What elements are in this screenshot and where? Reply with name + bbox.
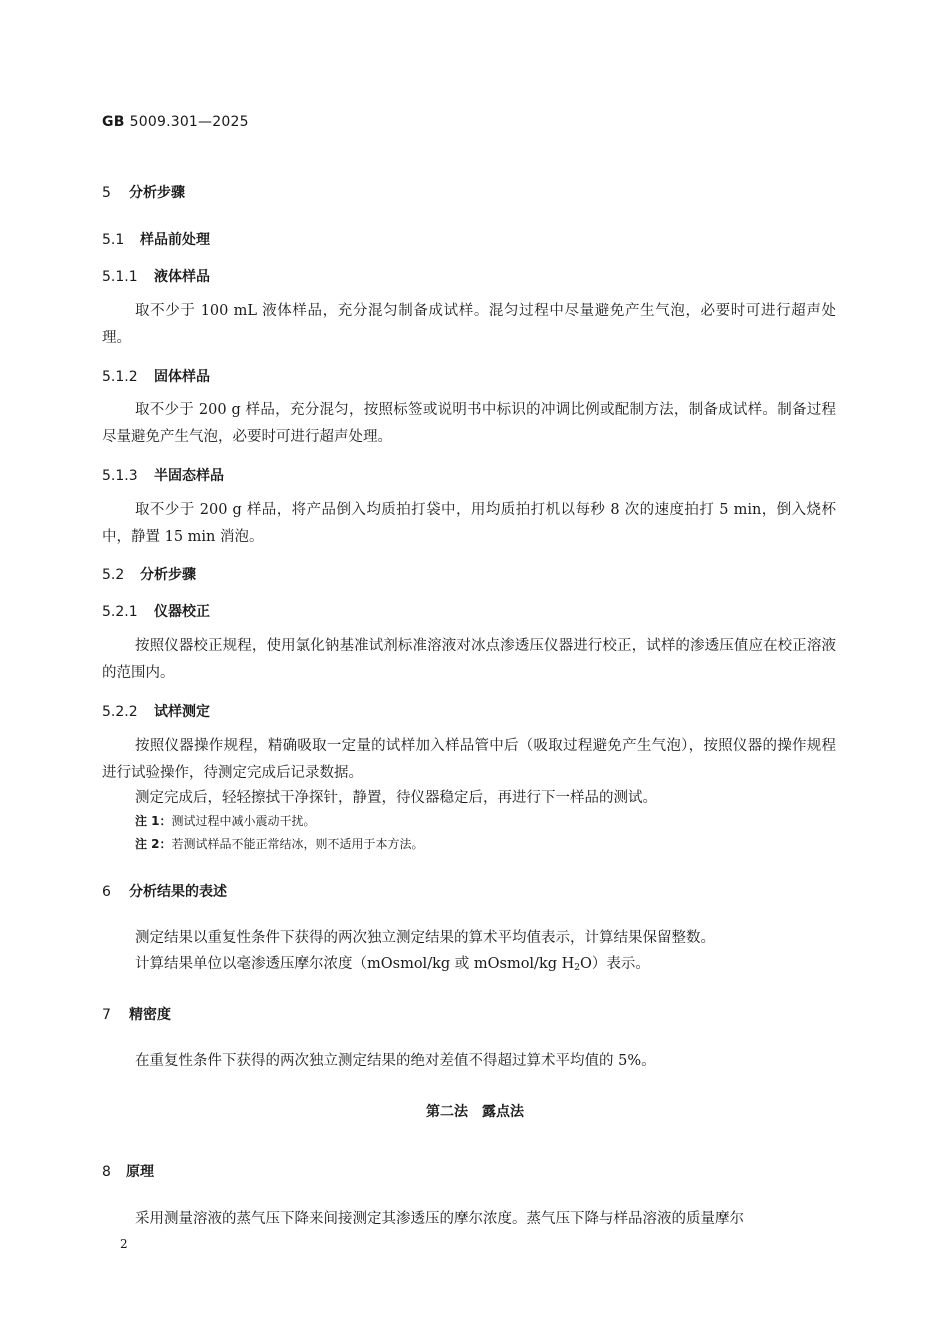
heading-title: 仪器校正 — [154, 604, 210, 620]
page-number: 2 — [120, 1237, 128, 1251]
heading-5-2-1 — [102, 601, 210, 621]
paragraph-5-1-3: 取不少于 200 g 样品，将产品倒入均质拍打袋中，用均质拍打机以每秒 8 次的速度拍打 5 min，倒入烧杯中，静置 15 min 消泡。 — [102, 502, 836, 545]
paragraph-7: 在重复性条件下获得的两次独立测定结果的绝对差值不得超过算术平均值的 5%。 — [135, 1053, 656, 1069]
paragraph-5-2-1: 按照仪器校正规程，使用氯化钠基准试剂标准溶液对冰点渗透压仪器进行校正，试样的渗透压值应在校正溶液的范围内。 — [102, 638, 836, 681]
heading-number: 5.1.1 — [102, 269, 138, 285]
heading-number: 5.2.1 — [102, 604, 138, 620]
heading-5-2 — [102, 564, 196, 584]
heading-number: 6 — [102, 884, 111, 900]
text-fragment: 计算结果单位以毫渗透压摩尔浓度（mOsmol/kg 或 mOsmol/kg H — [135, 956, 575, 972]
heading-5 — [102, 182, 185, 202]
note-label: 注 2： — [135, 837, 172, 851]
note-label: 注 1： — [135, 814, 172, 828]
heading-title: 固体样品 — [154, 369, 210, 385]
heading-title: 半固态样品 — [154, 468, 224, 484]
heading-6 — [102, 881, 227, 901]
heading-title: 样品前处理 — [140, 232, 210, 248]
text-fragment: O）表示。 — [580, 956, 650, 972]
heading-number: 5.1.3 — [102, 468, 138, 484]
standard-code: 5009.301—2025 — [129, 114, 249, 130]
heading-5-2-2 — [102, 701, 210, 721]
subscript: 2 — [574, 963, 581, 973]
heading-number: 5.1 — [102, 232, 125, 248]
heading-number: 5.1.2 — [102, 369, 138, 385]
heading-number: 5.2.2 — [102, 704, 138, 720]
heading-7 — [102, 1004, 171, 1024]
heading-title: 试样测定 — [154, 704, 210, 720]
heading-title: 精密度 — [129, 1007, 171, 1023]
heading-number: 7 — [102, 1007, 111, 1023]
standard-number — [102, 114, 249, 130]
standard-prefix: GB — [102, 114, 125, 130]
note-2 — [135, 835, 424, 852]
heading-5-1-2 — [102, 366, 210, 386]
heading-title: 分析步骤 — [140, 567, 196, 583]
heading-title: 分析步骤 — [129, 185, 185, 201]
method-title: 第二法 露点法 — [426, 1104, 524, 1120]
paragraph-5-1-2: 取不少于 200 g 样品，充分混匀，按照标签或说明书中标识的冲调比例或配制方法，制备成试样。制备过程尽量避免产生气泡，必要时可进行超声处理。 — [102, 402, 836, 445]
paragraph-5-2-2-b: 测定完成后，轻轻擦拭干净探针，静置，待仪器稳定后，再进行下一样品的测试。 — [135, 790, 657, 806]
heading-title: 分析结果的表述 — [129, 884, 227, 900]
heading-title: 原理 — [126, 1164, 154, 1180]
paragraph-5-1-1: 取不少于 100 mL 液体样品，充分混匀制备成试样。混匀过程中尽量避免产生气泡，必要时可进行超声处理。 — [102, 303, 836, 346]
paragraph-6-a: 测定结果以重复性条件下获得的两次独立测定结果的算术平均值表示，计算结果保留整数。 — [135, 930, 715, 946]
paragraph-6-b — [102, 951, 836, 982]
heading-8 — [102, 1161, 154, 1181]
heading-number: 5.2 — [102, 567, 125, 583]
heading-5-1-1 — [102, 266, 210, 286]
paragraph-5-2-2-a: 按照仪器操作规程，精确吸取一定量的试样加入样品管中后（吸取过程避免产生气泡），按照仪器的操作规程进行试验操作，待测定完成后记录数据。 — [102, 738, 836, 781]
heading-number: 8 — [102, 1164, 111, 1180]
paragraph-8: 采用测量溶液的蒸气压下降来间接测定其渗透压的摩尔浓度。蒸气压下降与样品溶液的质量摩尔 — [135, 1211, 744, 1227]
note-text: 若测试样品不能正常结冰，则不适用于本方法。 — [171, 837, 424, 851]
heading-5-1-3 — [102, 465, 224, 485]
note-1 — [135, 812, 316, 829]
heading-5-1 — [102, 229, 210, 249]
heading-title: 液体样品 — [154, 269, 210, 285]
note-text: 测试过程中减小震动干扰。 — [171, 814, 316, 828]
heading-number: 5 — [102, 185, 111, 201]
